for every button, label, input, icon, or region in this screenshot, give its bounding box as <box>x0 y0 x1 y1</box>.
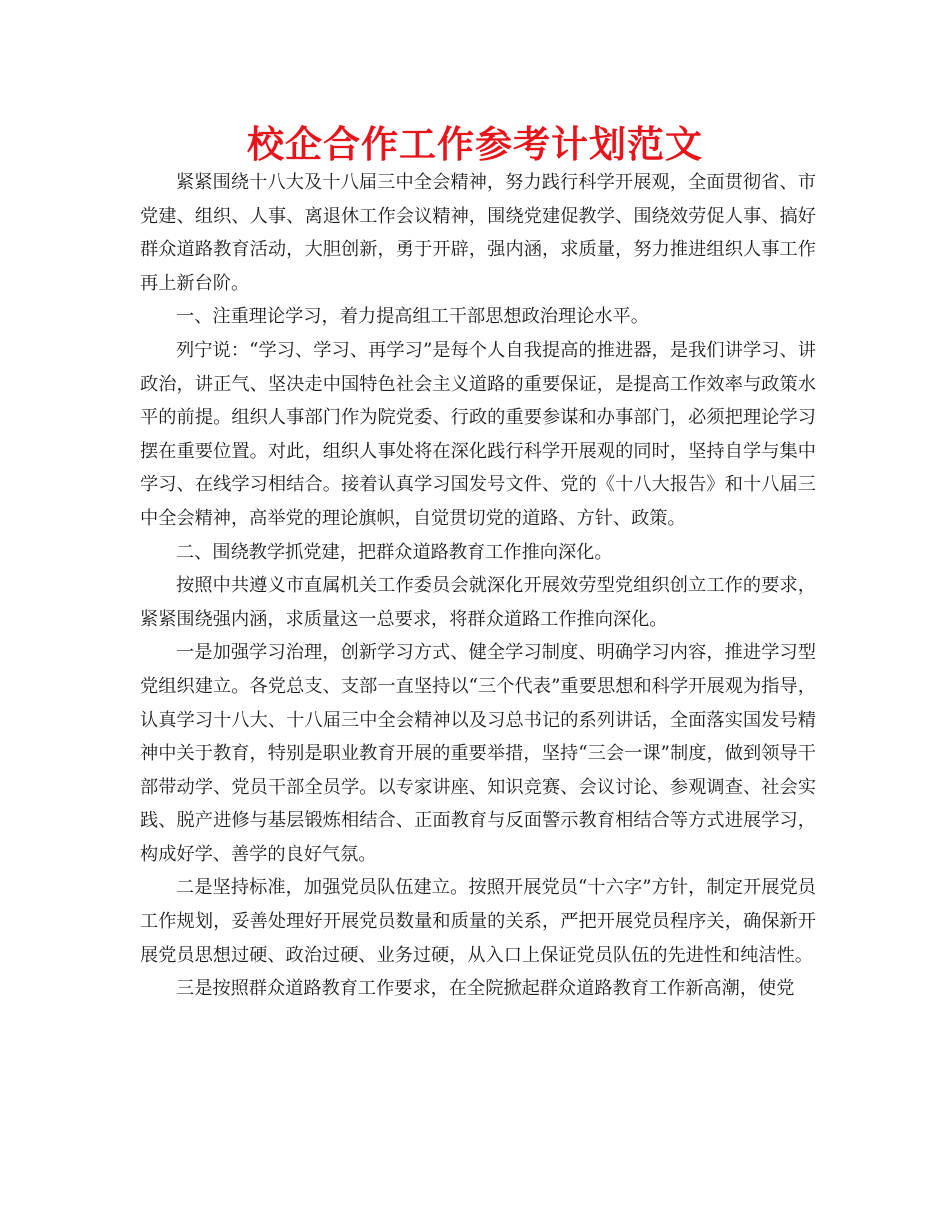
document-title: 校企合作工作参考计划范文 <box>247 123 703 166</box>
paragraph-point-3: 三是按照群众道路教育工作要求，在全院掀起群众道路教育工作新高潮，使党 <box>176 978 795 1000</box>
paragraph-point-2: 二是坚持标准，加强党员队伍建立。按照开展党员“十六字”方针，制定开展党员工作规划，妥善处理好开展党员数量和质量的关系，严把开展党员程序关，确保新开展党员思想过硬、政治过硬、业务过硬，从入口上保证党员队伍的先进性和纯洁性。 <box>140 877 816 966</box>
section-heading-1: 一、注重理论学习，着力提高组工干部思想政治理论水平。 <box>176 306 649 328</box>
paragraph-point-1: 一是加强学习治理，创新学习方式、健全学习制度、明确学习内容，推进学习型党组织建立。各党总支、支部一直坚持以“三个代表”重要思想和科学开展观为指导，认真学习十八大、十八届三中全会精神以及习总书记的系列讲话，全面落实国发号精神中关于教育，特别是职业教育开展的重要举措，坚持“三会一课”制度，做到领导干部带动学、党员干部全员学。以专家讲座、知识竞赛、会议讨论、参观调查、社会实践、脱产进修与基层锻炼相结合、正面教育与反面警示教育相结合等方式进展学习，构成好学、善学的良好气氛。 <box>140 642 816 865</box>
paragraph-intro: 紧紧围绕十八大及十八届三中全会精神，努力践行科学开展观，全面贯彻省、市党建、组织、人事、离退休工作会议精神，围绕党建促教学、围绕效劳促人事、搞好群众道路教育活动，大胆创新，勇于开辟，强内涵，求质量，努力推进组织人事工作再上新台阶。 <box>140 172 816 294</box>
document-body <box>140 166 816 1006</box>
section-heading-2: 二、围绕教学抓党建，把群众道路教育工作推向深化。 <box>176 541 613 563</box>
paragraph-theory-study: 列宁说：“学习、学习、再学习”是每个人自我提高的推进器，是我们讲学习、讲政治，讲正气、坚决走中国特色社会主义道路的重要保证，是提高工作效率与政策水平的前提。组织人事部门作为院党委、行政的重要参谋和办事部门，必须把理论学习摆在重要位置。对此，组织人事处将在深化践行科学开展观的同时，坚持自学与集中学习、在线学习相结合。接着认真学习国发号文件、党的《十八大报告》和十八届三中全会精神，高举党的理论旗帜，自觉贯切党的道路、方针、政策。 <box>140 339 816 529</box>
paragraph-work-requirements: 按照中共遵义市直属机关工作委员会就深化开展效劳型党组织创立工作的要求，紧紧围绕强内涵，求质量这一总要求，将群众道路工作推向深化。 <box>140 575 816 630</box>
